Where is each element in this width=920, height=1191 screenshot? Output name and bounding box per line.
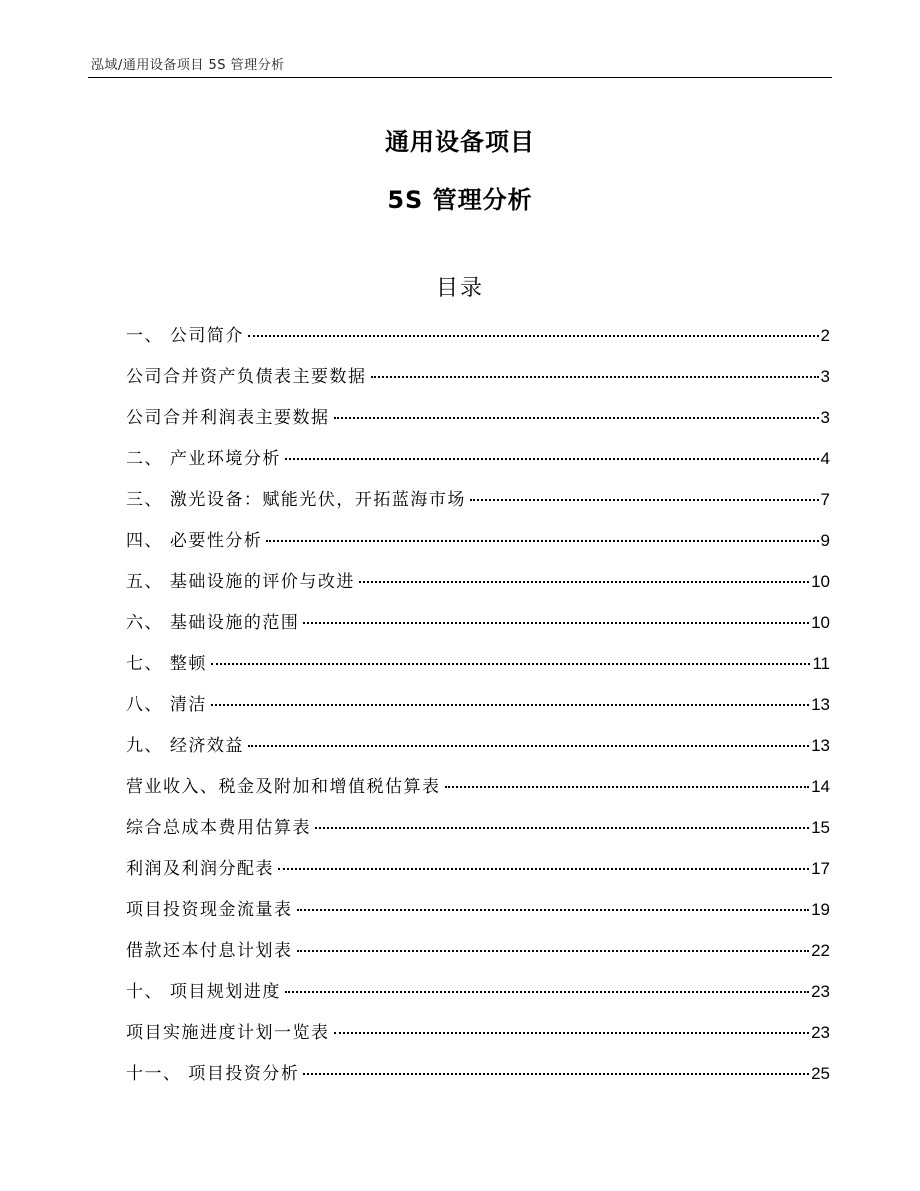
document-title: 通用设备项目 xyxy=(385,128,535,156)
toc-entry-page-number: 23 xyxy=(811,982,830,1001)
toc-entry-page-number: 4 xyxy=(820,449,830,468)
toc-entry-label: 五、 基础设施的评价与改进 xyxy=(126,572,355,592)
toc-entry-label: 八、 清洁 xyxy=(126,695,207,715)
toc-entry[interactable] xyxy=(126,362,830,403)
toc-entry-label: 公司合并资产负债表主要数据 xyxy=(126,367,367,387)
toc-entry[interactable] xyxy=(126,731,830,772)
toc-entry-page-number: 17 xyxy=(811,859,830,878)
toc-dot-leader xyxy=(359,581,809,583)
toc-entry[interactable] xyxy=(126,772,830,813)
toc-entry-page-number: 14 xyxy=(811,777,830,796)
toc-entry-page-number: 10 xyxy=(811,613,830,632)
toc-entry[interactable] xyxy=(126,936,830,977)
toc-entry[interactable] xyxy=(126,854,830,895)
toc-entry[interactable] xyxy=(126,526,830,567)
toc-entry-label: 十一、 项目投资分析 xyxy=(126,1064,300,1084)
toc-entry-page-number: 7 xyxy=(820,490,830,509)
toc-dot-leader xyxy=(266,540,818,542)
toc-entry-page-number: 3 xyxy=(820,367,830,386)
toc-dot-leader xyxy=(211,704,809,706)
toc-entry-page-number: 11 xyxy=(812,654,830,673)
toc-dot-leader xyxy=(278,868,809,870)
table-of-contents xyxy=(126,321,830,1100)
toc-entry-page-number: 13 xyxy=(811,736,830,755)
toc-entry-label: 公司合并利润表主要数据 xyxy=(126,408,330,428)
toc-entry[interactable] xyxy=(126,567,830,608)
toc-entry-label: 二、 产业环境分析 xyxy=(126,449,281,469)
toc-entry-page-number: 9 xyxy=(820,531,830,550)
toc-entry-page-number: 2 xyxy=(820,326,830,345)
toc-entry[interactable] xyxy=(126,895,830,936)
toc-entry-page-number: 3 xyxy=(820,408,830,427)
toc-dot-leader xyxy=(285,991,809,993)
toc-entry-label: 四、 必要性分析 xyxy=(126,531,263,551)
toc-dot-leader xyxy=(303,622,809,624)
header-divider xyxy=(88,77,832,78)
toc-entry-page-number: 15 xyxy=(811,818,830,837)
toc-entry[interactable] xyxy=(126,977,830,1018)
toc-dot-leader xyxy=(297,950,810,952)
toc-dot-leader xyxy=(334,417,819,419)
toc-dot-leader xyxy=(334,1032,810,1034)
toc-entry-page-number: 19 xyxy=(811,900,830,919)
toc-entry[interactable] xyxy=(126,403,830,444)
running-header: 泓域/通用设备项目 5S 管理分析 xyxy=(91,58,285,73)
toc-dot-leader xyxy=(315,827,809,829)
toc-entry[interactable] xyxy=(126,1059,830,1100)
toc-entry[interactable] xyxy=(126,485,830,526)
toc-dot-leader xyxy=(303,1073,809,1075)
toc-entry[interactable] xyxy=(126,813,830,854)
toc-dot-leader xyxy=(297,909,810,911)
toc-entry-page-number: 10 xyxy=(811,572,830,591)
toc-entry[interactable] xyxy=(126,649,830,690)
toc-entry-page-number: 22 xyxy=(811,941,830,960)
toc-entry-page-number: 25 xyxy=(811,1064,830,1083)
toc-entry-label: 三、 激光设备：赋能光伏，开拓蓝海市场 xyxy=(126,490,466,510)
toc-entry-label: 项目实施进度计划一览表 xyxy=(126,1023,330,1043)
toc-entry-label: 综合总成本费用估算表 xyxy=(126,818,311,838)
toc-entry[interactable] xyxy=(126,444,830,485)
toc-dot-leader xyxy=(211,663,810,665)
toc-entry-label: 营业收入、税金及附加和增值税估算表 xyxy=(126,777,441,797)
toc-entry[interactable] xyxy=(126,608,830,649)
toc-entry-label: 九、 经济效益 xyxy=(126,736,244,756)
toc-entry-label: 十、 项目规划进度 xyxy=(126,982,281,1002)
toc-entry-label: 六、 基础设施的范围 xyxy=(126,613,300,633)
toc-entry[interactable] xyxy=(126,321,830,362)
toc-dot-leader xyxy=(371,376,819,378)
toc-entry-label: 利润及利润分配表 xyxy=(126,859,274,879)
toc-entry[interactable] xyxy=(126,690,830,731)
toc-dot-leader xyxy=(248,745,809,747)
toc-entry-label: 项目投资现金流量表 xyxy=(126,900,293,920)
toc-entry-page-number: 13 xyxy=(811,695,830,714)
toc-entry-label: 借款还本付息计划表 xyxy=(126,941,293,961)
toc-heading: 目录 xyxy=(435,276,484,301)
toc-dot-leader xyxy=(470,499,819,501)
toc-entry-page-number: 23 xyxy=(811,1023,830,1042)
toc-dot-leader xyxy=(445,786,810,788)
toc-entry-label: 七、 整顿 xyxy=(126,654,207,674)
toc-dot-leader xyxy=(285,458,819,460)
toc-entry-label: 一、 公司简介 xyxy=(126,326,244,346)
toc-dot-leader xyxy=(248,335,819,337)
toc-entry[interactable] xyxy=(126,1018,830,1059)
document-subtitle: 5S 管理分析 xyxy=(387,186,533,214)
